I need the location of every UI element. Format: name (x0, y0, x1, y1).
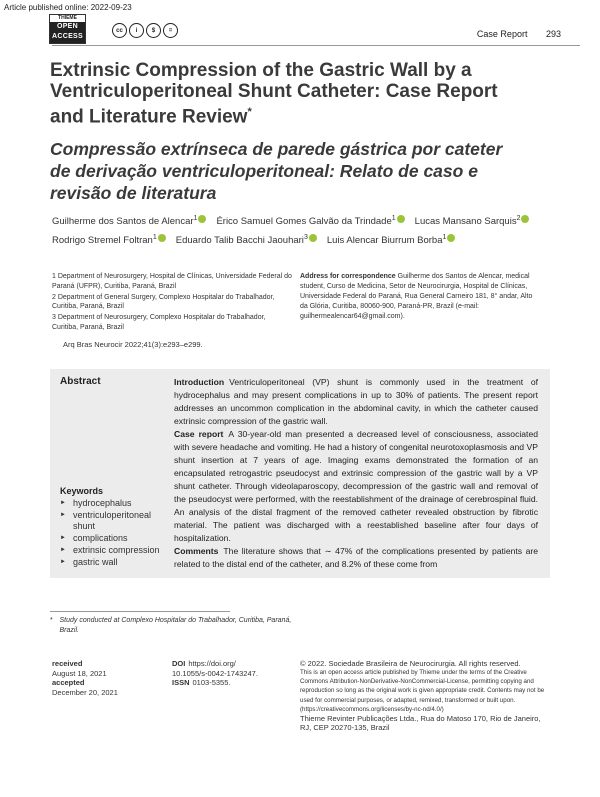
doi-link[interactable]: https://doi.org/ (188, 659, 236, 668)
author-list (52, 211, 592, 249)
badge-open-text: OPEN (50, 22, 85, 31)
orcid-icon[interactable] (397, 215, 405, 223)
creative-commons-license-icons (112, 23, 178, 38)
orcid-icon[interactable] (521, 215, 529, 223)
author-name: Lucas Mansano Sarquis$^2$ (415, 211, 530, 230)
affiliations (52, 272, 292, 334)
abstract-paragraph-introduction: Introduction Ventriculoperitoneal (VP) shunt is commonly used in the treatment of hydrocephalus and may present complications in up to 30% of patients. The present report addresses an uncommon complication in the abdominal cavity, in which the catheter caused extrinsic compression of the gastric wall. (174, 377, 538, 426)
accepted-label: accepted (52, 678, 85, 687)
nd-icon: = (163, 23, 178, 38)
license-block (300, 659, 545, 732)
keywords-heading: Keywords (60, 486, 104, 496)
received-label: received (52, 659, 83, 668)
study-footnote (50, 616, 300, 636)
copyright-line: © 2022. Sociedade Brasileira de Neurocirurgia. All rights reserved. (300, 659, 521, 668)
accepted-date: December 20, 2021 (52, 687, 118, 697)
title-footnote-mark: * (247, 106, 252, 118)
footnote-divider (50, 611, 230, 612)
author-name: Rodrigo Stremel Foltran$^1$ (52, 230, 166, 249)
running-header (477, 29, 561, 39)
received-date: August 18, 2021 (52, 668, 107, 678)
keyword-list (60, 498, 170, 568)
affiliation-item: 2 Department of General Surgery, Complexo Hospitalar do Trabalhador, Curitiba, Paraná, Brazil (52, 293, 275, 310)
abstract-text (174, 376, 538, 571)
author-name: Guilherme dos Santos de Alencar$^1$ (52, 211, 206, 230)
orcid-icon[interactable] (309, 234, 317, 242)
author-name: Érico Samuel Gomes Galvão da Trindade$^1$ (216, 211, 404, 230)
abstract-paragraph-case-report: Case report A 30-year-old man presented a decreased level of consciousness, associated with severe headache and vomiting. He had a history of congenital neurotoxoplasmosis and VP shunt insertion at 7 years of age. Imaging exams demonstrated the formation of an encapsulated retrogastric pseudocyst and extrinsic compression of the gastric wall by a VP shunt catheter. Through videolaparoscopy, decompression of the gastric wall and removal of the pseudocyst were performed, with the reestablishment of the drainage of cerebrospinal fluid. An analysis of the distal fragment of the removed catheter revealed obstruction by fibrotic material. The patient was discharged with a reestablished baseline after four days of hospitalization. (174, 429, 539, 543)
publisher-address: Thieme Revinter Publicações Ltda., Rua do Matoso 170, Rio de Janeiro, RJ, CEP 20270-135, Brazil (300, 713, 541, 733)
keyword-item: ► ventriculoperitoneal shunt (60, 510, 170, 533)
article-dates (52, 659, 172, 697)
footnote-mark: * (50, 617, 53, 624)
orcid-icon[interactable] (198, 215, 206, 223)
article-title: Extrinsic Compression of the Gastric Wall by a Ventriculoperitoneal Shunt Catheter: Case Report and Literature Review* (50, 60, 498, 128)
open-access-logo (49, 14, 86, 44)
article-subtitle-portuguese: Compressão extrínseca de parede gástrica por cateter de derivação ventriculoperitoneal: Relato de caso e revisão de literatura (50, 139, 503, 203)
header-divider (52, 45, 580, 46)
affiliation-item: 1 Department of Neurosurgery, Hospital de Clínicas, Universidade Federal do Paraná (UFPR), Curitiba, Paraná, Brazil (52, 273, 292, 290)
keyword-item: ► complications (60, 533, 170, 545)
correspondence-text: Guilherme dos Santos de Alencar, medical student, Curso de Medicina, Setor de Neurocirurgia, Hospital de Clínicas, Universidade Federal do Paraná, Rua General Carneiro 181, 8° andar, Alto da Glória, Curitiba, 80060-900, Paraná-PR, Brazil (e-mail: guilhermealencar64@gmail.com). (300, 273, 533, 320)
journal-citation: Arq Bras Neurocir 2022;41(3):e293–e299. (63, 340, 203, 349)
doi-issn-block (172, 659, 292, 688)
correspondence-label: Address for correspondence (300, 273, 396, 280)
abstract-paragraph-comments: Comments The literature shows that ∼ 47% of the complications presented by patients are related to the distal end of the catheter, and 8.2% of these come from (174, 546, 538, 569)
orcid-icon[interactable] (158, 234, 166, 242)
section-label: Case Report (476, 29, 528, 39)
author-name: Luis Alencar Biurrum Borba$^1$ (327, 230, 456, 249)
doi-label: DOI (172, 659, 186, 668)
cc-icon: cc (112, 23, 127, 38)
footnote-text: Study conducted at Complexo Hospitalar do Trabalhador, Curitiba, Paraná, Brazil. (59, 617, 292, 634)
keyword-item: ► extrinsic compression (60, 545, 170, 557)
keyword-item: ► gastric wall (60, 557, 170, 569)
publication-date-line: Article published online: 2022-09-23 (4, 3, 132, 12)
abstract-heading: Abstract (60, 376, 101, 387)
page-number: 293 (545, 29, 561, 39)
badge-access-text: ACCESS (50, 31, 85, 43)
issn-value: 0103-5355. (192, 678, 231, 687)
doi-value: 10.1055/s-0042-1743247. (172, 668, 258, 678)
correspondence-address (300, 272, 540, 322)
license-text: This is an open access article published by Thieme under the terms of the Creative Commons Attribution-NonDerivative-NonCommercial-License, permitting copying and reproduction so long as the original work is given appropriate credit. Contents may not be used for commercial purposes, or adapted, remixed, transformed or built upon. (https://creativecommons.org/licenses/by-nc-nd/4.0/) (300, 669, 545, 713)
orcid-icon[interactable] (447, 234, 455, 242)
issn-label: ISSN (172, 678, 190, 687)
author-name: Eduardo Talib Bacchi Jaouhari$^3$ (176, 230, 317, 249)
affiliation-item: 3 Department of Neurosurgery, Complexo Hospitalar do Trabalhador, Curitiba, Paraná, Brazil (52, 314, 266, 331)
nc-icon: $ (146, 23, 161, 38)
keyword-item: ► hydrocephalus (60, 498, 170, 510)
by-icon: i (129, 23, 144, 38)
badge-thieme-text: THIEME (50, 15, 85, 22)
